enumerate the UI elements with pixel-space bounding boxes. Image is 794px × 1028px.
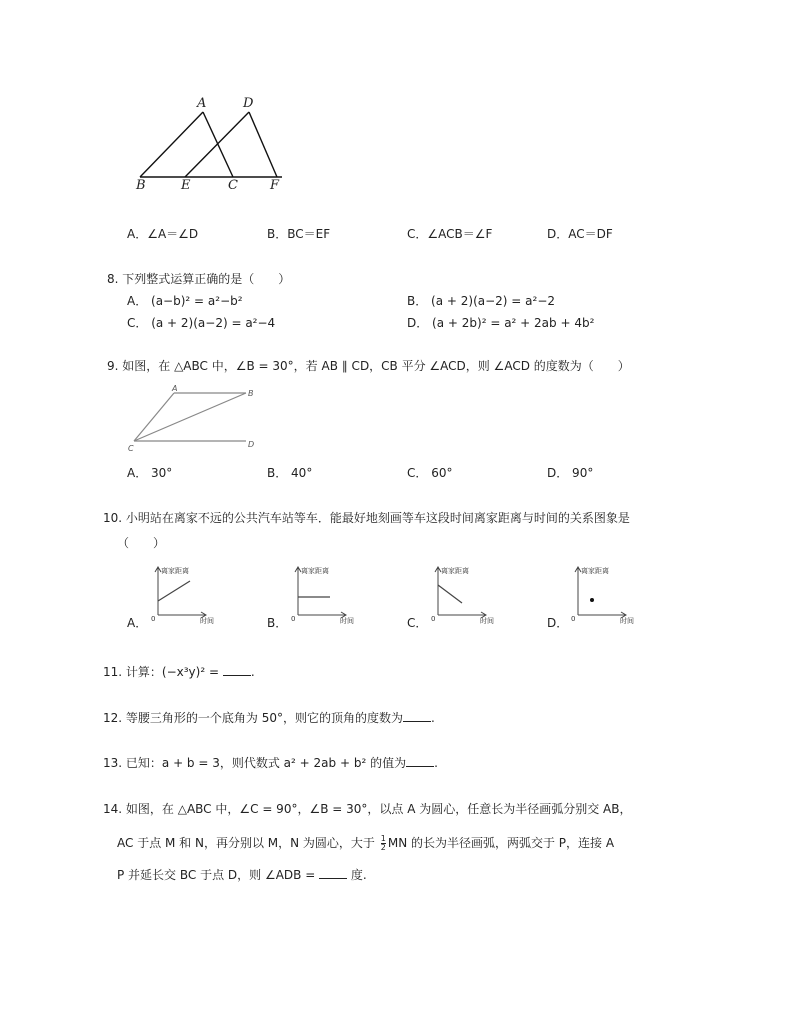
q7-segment-df [249, 112, 277, 177]
q7-segment-ed [185, 112, 249, 177]
q7-label-c: C [228, 178, 238, 193]
q10-graph-b-x-label: 时间 [340, 617, 354, 625]
q14-fraction-numerator: 1 [380, 834, 386, 843]
q10-stem-line1: 10. 小明站在离家不远的公共汽车站等车．能最好地刻画等车这段时间离家距离与时间的关系图象是 [103, 511, 630, 525]
q10-graph-c-y-label: 离家距离 [441, 567, 469, 575]
q10-graph-a [148, 563, 230, 625]
q8-option-c[interactable]: C． (a + 2)(a−2) = a²−4 [127, 316, 276, 330]
q9-option-a[interactable]: A． 30° [127, 466, 173, 480]
q14-line1: 14. 如图，在 △ABC 中，∠C = 90°，∠B = 30°，以点 A 为圆心，任意长为半径画弧分别交 AB， [103, 802, 632, 816]
q10-option-a[interactable]: A． [127, 616, 148, 630]
q12-text: 12. 等腰三角形的一个底角为 50°，则它的顶角的度数为 [103, 711, 403, 725]
q7-label-e: E [181, 178, 191, 193]
q10-graph-b-y-label: 离家距离 [301, 567, 329, 575]
q14-line3 [117, 866, 367, 883]
q10-graph-d-point [590, 598, 594, 602]
q10-option-d[interactable]: D． [547, 616, 569, 630]
q7-option-c[interactable]: C．∠ACB＝∠F [407, 227, 493, 241]
q7-option-d[interactable]: D．AC＝DF [547, 227, 613, 241]
q7-label-f: F [270, 178, 280, 193]
q14-fraction-denominator: 2 [380, 843, 386, 852]
q13-text: 13. 已知：a + b = 3，则代数式 a² + 2ab + b² 的值为 [103, 756, 407, 770]
q14-line2 [117, 834, 614, 852]
q11-suffix: . [250, 665, 255, 679]
q7-option-b[interactable]: B．BC＝EF [267, 227, 331, 241]
q10-stem-line2: （ ） [117, 536, 166, 550]
q13-answer-blank[interactable] [406, 754, 434, 767]
q10-graph-d-x-label: 时间 [620, 617, 634, 625]
q9-segment-ac [134, 393, 174, 441]
q10-graph-a-y-label: 离家距离 [161, 567, 189, 575]
q10-graph-c-origin: 0 [431, 615, 436, 623]
q12-answer-blank[interactable] [403, 709, 431, 722]
q9-option-d[interactable]: D． 90° [547, 466, 594, 480]
q9-segment-cb [134, 393, 246, 441]
q11-line [103, 663, 255, 680]
q10-graph-a-origin: 0 [151, 615, 156, 623]
q8-stem: 8. 下列整式运算正确的是（ ） [107, 272, 291, 286]
q12-line [103, 709, 435, 726]
q8-option-a[interactable]: A． (a−b)² = a²−b² [127, 294, 243, 308]
q9-label-b: B [248, 389, 254, 398]
q14-line2-b: MN 的长为半径画弧，两弧交于 P，连接 A [387, 836, 615, 850]
q9-option-b[interactable]: B． 40° [267, 466, 313, 480]
q7-segment-ba [140, 112, 203, 177]
q9-stem: 9. 如图，在 △ABC 中，∠B = 30°，若 AB ∥ CD，CB 平分 ∠ACD，则 ∠ACD 的度数为（ ） [107, 359, 630, 373]
q10-graph-a-curve [158, 581, 190, 601]
q8-option-b[interactable]: B． (a + 2)(a−2) = a²−2 [407, 294, 556, 308]
q9-label-a: A [172, 385, 178, 393]
q14-fraction [381, 835, 386, 852]
q10-graph-d-y-label: 离家距离 [581, 567, 609, 575]
q10-graph-d-origin: 0 [571, 615, 576, 623]
q9-option-c[interactable]: C． 60° [407, 466, 453, 480]
q10-graph-a-x-label: 时间 [200, 617, 214, 625]
q12-suffix: . [430, 711, 435, 725]
q9-label-c: C [128, 444, 134, 453]
q14-line2-a: AC 于点 M 和 N，再分别以 M，N 为圆心，大于 [117, 836, 379, 850]
q13-line [103, 754, 438, 771]
q9-label-d: D [248, 440, 255, 449]
q8-option-d[interactable]: D． (a + 2b)² = a² + 2ab + 4b² [407, 316, 595, 330]
q10-graph-c [428, 563, 510, 625]
q14-answer-blank[interactable] [319, 866, 347, 879]
q10-graph-d [568, 563, 650, 625]
q11-text: 11. 计算：(−x³y)² = [103, 665, 223, 679]
q7-label-a: A [197, 96, 207, 111]
q14-line3-b: 度. [347, 868, 367, 882]
q10-graph-b [288, 563, 370, 625]
q7-option-a[interactable]: A．∠A＝∠D [127, 227, 199, 241]
q10-graph-b-origin: 0 [291, 615, 296, 623]
q9-figure [128, 385, 258, 455]
q7-label-b: B [136, 178, 146, 193]
q14-line3-a: P 并延长交 BC 于点 D，则 ∠ADB = [117, 868, 320, 882]
q10-graph-c-x-label: 时间 [480, 617, 494, 625]
q10-graph-c-curve [438, 585, 462, 603]
q7-segment-ac [203, 112, 233, 177]
q10-option-c[interactable]: C． [407, 616, 428, 630]
q13-suffix: . [434, 756, 438, 770]
q7-label-d: D [243, 96, 254, 111]
q10-option-b[interactable]: B． [267, 616, 288, 630]
q11-answer-blank[interactable] [223, 663, 251, 676]
